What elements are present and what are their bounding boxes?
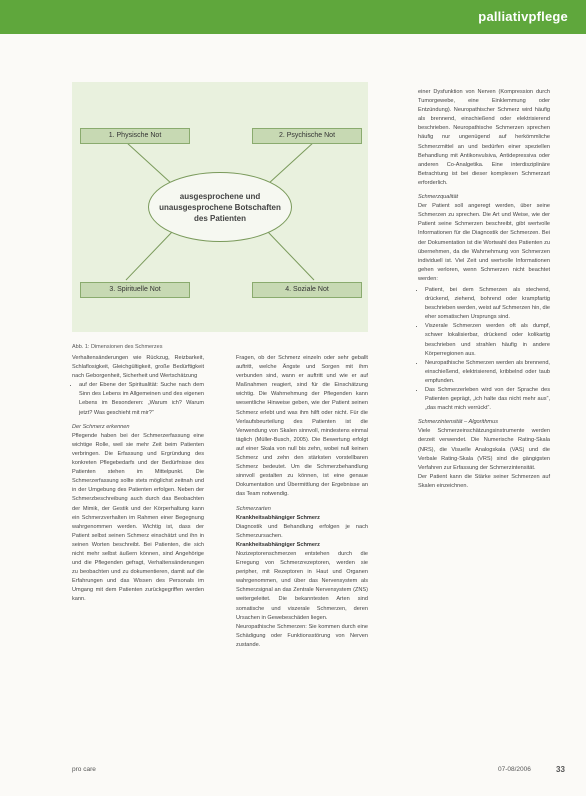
paragraph: Nozizeptorenschmerzen entstehen durch die Erregung von Schmerzrezeptoren, werden sie peripher, mit Rezeptoren in Haut und Organen wahrgenommen, und über das Nervensystem als Schmerzsignal an das Zentrale Nervensystem (ZNS) weitergeleitet. Die bekanntesten Arten sind somatische und viszerale Schmerzen, deren Ursachen in Gewebeschäden liegen. (236, 550, 368, 621)
page-header-bar (0, 0, 586, 34)
box-social: 4. Soziale Not (252, 282, 362, 298)
issue-date: 07-08/2006 (498, 766, 531, 773)
subheading: Schmerzarten (236, 505, 271, 512)
subheading: Schmerzqualität (418, 194, 459, 201)
box-physical: 1. Physische Not (80, 128, 190, 144)
journal-name: pro care (72, 766, 96, 773)
paragraph: Diagnostik und Behandlung erfolgen je nach Schmerzursachen. (236, 523, 368, 539)
paragraph: Viele Schmerzeinschätzungsinstrumente werden derzeit verwendet. Die Numerische Rating-Skala (NRS), die Visuelle Analogskala (VAS) und die Verbale Rating-Skala (VRS) sind die gängigsten Verfahren zur Erfassung der Schmerzintensität. (418, 428, 550, 471)
bold-heading: Krankheitsabhängiger Schmerz (236, 514, 320, 521)
list-item: • Patient, bei dem Schmerzen als stechend, drückend, ziehend, bohrend oder krampfartig beschrieben werden, weist auf Schmerzen hin, die eher somatischen Ursprungs sind. (425, 286, 550, 322)
pain-dimensions-diagram (72, 82, 368, 332)
box-psychological: 2. Psychische Not (252, 128, 362, 144)
paragraph: einer Dysfunktion von Nerven (Kompression durch Tumorgewebe, eine Einklemmung oder Entzündung). Neuropathischer Schmerz wird häufig als brennend, einschießend oder elektrisierend beschrieben. Neuropathische Schmerzen sprechen häufig nur ungenügend auf herkömmliche Schmerzmittel an und bedürfen einer speziellen Behandlung mit Antikonvulsiva, Antidepressiva oder anderen Co-Analgetika. Eine interdisziplinäre Betrachtung ist bei dieser komplexen Schmerzart erforderlich. (418, 89, 550, 186)
list-item: • Das Schmerzerleben wird von der Sprache des Patienten geprägt, „ich halte das nicht mehr aus“, „das macht mich verrückt“. (425, 386, 550, 413)
column-2 (236, 354, 368, 650)
paragraph: Der Patient kann die Stärke seiner Schmerzen auf Skalen einzeichnen. (418, 473, 550, 489)
list-item: • Viszerale Schmerzen werden oft als dumpf, schwer lokalisierbar, drückend oder kolikartig beschrieben und strahlen häufig in andere Körperregionen aus. (425, 322, 550, 358)
center-ellipse: ausgesprochene und unausgesprochene Botschaften des Patienten (148, 172, 292, 242)
connector-line (268, 142, 314, 184)
bold-heading: Krankheitsabhängiger Schmerz (236, 541, 320, 548)
page-number: 33 (556, 765, 565, 774)
bullet-list (418, 286, 550, 413)
column-1 (72, 354, 204, 605)
paragraph: Pflegende haben bei der Schmerzerfassung eine wichtige Rolle, weil sie mehr Zeit beim Patienten verbringen. Die Erfassung und Ergründung des konkreten Pflegebedarfs und der Bedürfnisse des Patienten stehen im Mittelpunkt. Die Schmerzerfassung sollte stets möglichst zeitnah und in der Umgebung des Patienten erfolgen. Neben der Schmerzbeschreibung auch durch das Beobachten der Mimik, der Gestik und der Körperhaltung kann ein Schmerzverhalten im Rahmen einer Begegnung wahrgenommen werden. Wichtig ist, dass der Patient selbst seinen Schmerz einschätzt und ihn in seinen Worten beschreibt. Bei Patienten, die sich nicht mehr selbst äußern können, sind Angehörige und die Pflegenden gefragt, Verhaltensänderungen zu beobachten und zu dokumentieren, damit auf die Erfahrungen und das Wissen des Personals im Umgang mit dem Patienten zurückgegriffen werden kann. (72, 432, 204, 603)
paragraph: Neuropathische Schmerzen: Sie kommen durch eine Schädigung oder Funktionsstörung von Nerven zustande. (236, 623, 368, 648)
connector-line (126, 232, 172, 280)
column-3 (418, 88, 550, 491)
paragraph: Verhaltensänderungen wie Rückzug, Reizbarkeit, Schlaflosigkeit, Gleichgültigkeit, große Bedürftigkeit nach Geborgenheit, Sicherheit und Wertschätzung (72, 355, 204, 380)
bullet-list (72, 381, 204, 417)
list-item: • auf der Ebene der Spiritualität: Suche nach dem Sinn des Lebens im Allgemeinen und des eigenen Lebens im Besonderen: „Warum ich? Warum jetzt? Was geschieht mit mir?“ (79, 381, 204, 417)
paragraph: Der Patient soll angeregt werden, über seine Schmerzen zu sprechen. Die Art und Weise, wie der Patient seine Schmerzen beschreibt, gibt wertvolle Informationen für die Diagnostik der Schmerzen. Bei der Dokumentation ist die Wortwahl des Patienten zu übernehmen, da die Wahrnehmung von Schmerzen individuell ist. Viel Zeit und wertvolle Informationen gehen verloren, wenn Schmerzen nicht beachtet werden: (418, 203, 550, 282)
connector-line (268, 232, 314, 280)
section-rubric: palliativpflege (478, 9, 568, 24)
list-item: • Neuropathische Schmerzen werden als brennend, einschießend, elektrisierend, kribbelnd oder taub empfunden. (425, 359, 550, 386)
box-spiritual: 3. Spirituelle Not (80, 282, 190, 298)
paragraph: Fragen, ob der Schmerz einzeln oder sehr geballt auftritt, welche Ängste und Sorgen mit ihm verbunden sind, wann er auftritt und wie er auf Maßnahmen reagiert, sind für die Einschätzung wichtig. Die Wahrnehmung der Pflegenden kann wesentliche Hinweise geben, wie der Patient seinen Schmerz erlebt und was ihm hilft oder nicht. Für die Verlaufsbeurteilung des Patienten ist die Verwendung von Skalen sinnvoll, mindestens einmal täglich (Müller-Busch, 2005). Die Bewertung erfolgt auf einer Skala von null bis zehn, wobei null keinen Schmerz und zehn den stärksten vorstellbaren Schmerz bedeutet. Um die Schmerzbehandlung sinnvoll gestalten zu können, ist eine genaue Dokumentation und Übermittlung der Ergebnisse an das Team notwendig. (236, 355, 368, 498)
connector-line (126, 142, 172, 184)
subheading: Schmerzintensität – Algorithmus (418, 419, 499, 426)
subheading: Der Schmerz erkennen (72, 423, 130, 430)
figure-caption: Abb. 1: Dimensionen des Schmerzes (72, 344, 163, 350)
